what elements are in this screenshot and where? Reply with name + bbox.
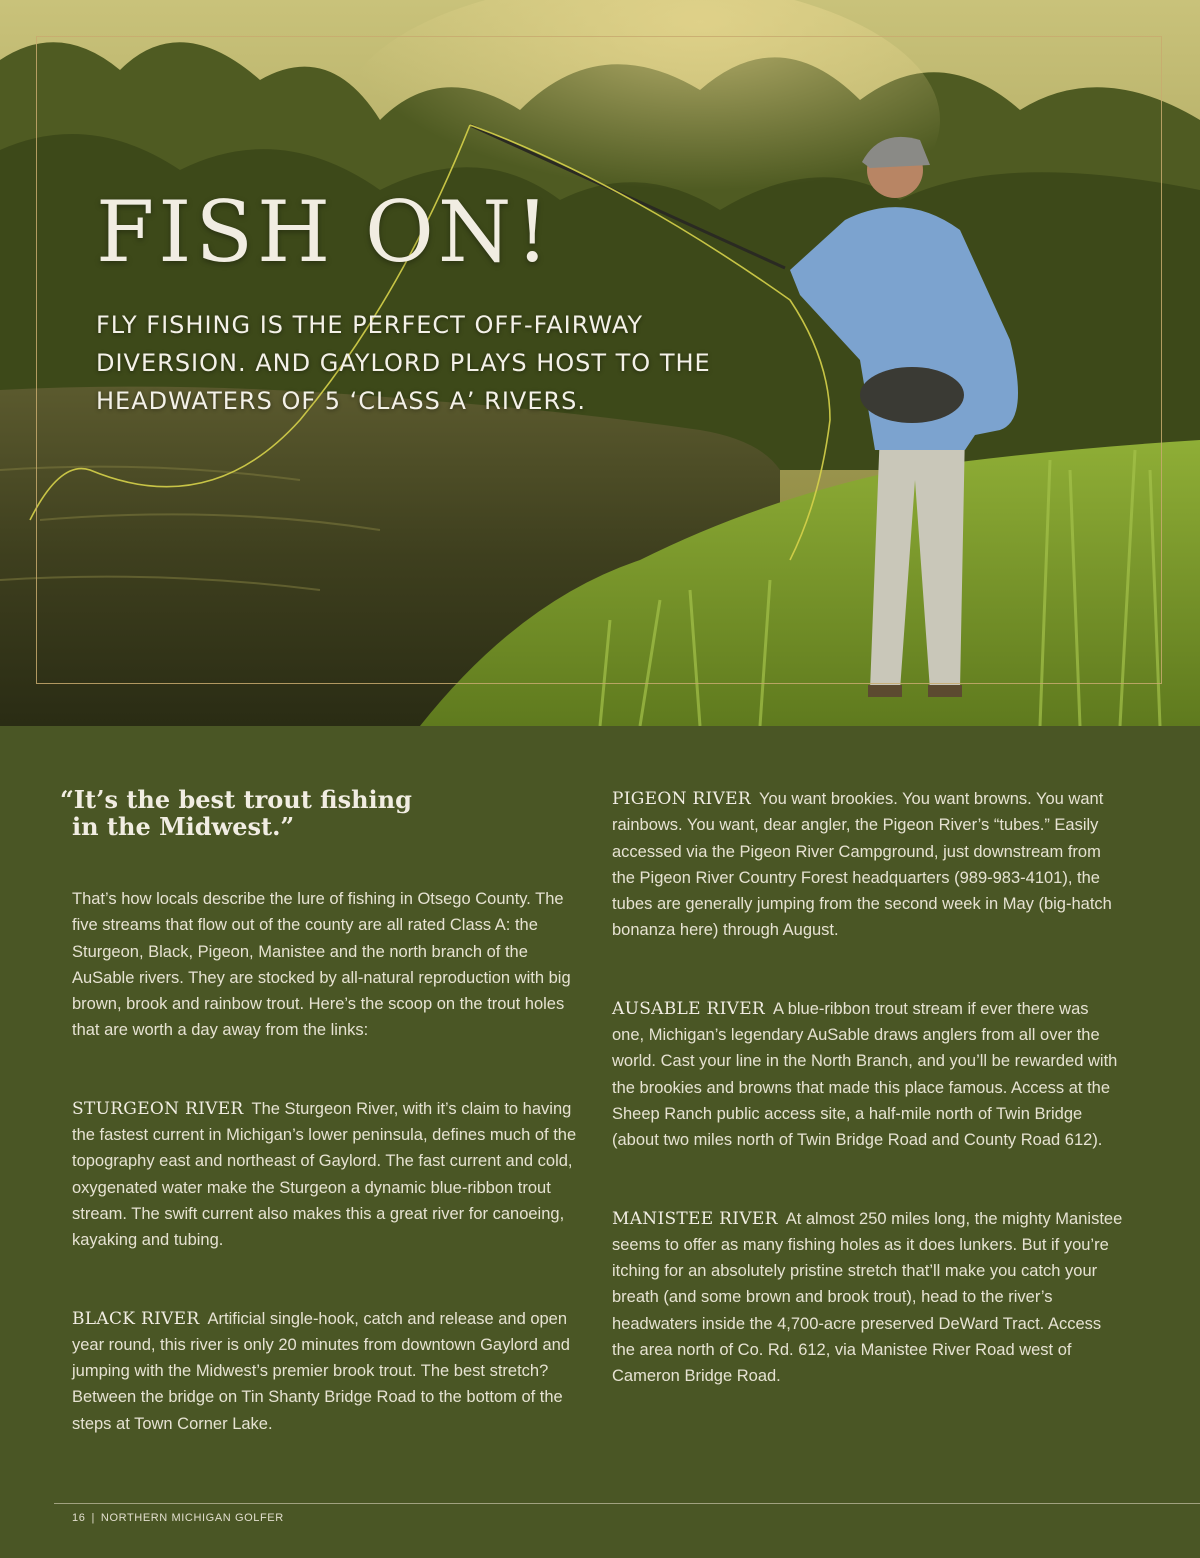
sturgeon-river-section	[72, 1096, 592, 1254]
sturgeon-river-text: The Sturgeon River, with it’s claim to having the fastest current in Michigan’s lower peninsula, defines much of the topography east and northeast of Gaylord. The fast current and cold, oxygenated water make the Sturgeon a dynamic blue-ribbon trout stream. The swift current also makes this a great river for canoeing, kayaking and tubing.	[72, 1099, 577, 1250]
manistee-river-section	[612, 1206, 1124, 1390]
footer-separator: |	[91, 1512, 95, 1524]
black-river-text: Artificial single-hook, catch and release and open year round, this river is only 20 minutes from downtown Gaylord and jumping with the Midwest’s premier brook trout. The best stretch? Between the bridge on Tin Shanty Bridge Road to the bottom of the steps at Town Corner Lake.	[72, 1309, 570, 1433]
publication-name: NORTHERN MICHIGAN GOLFER	[100, 1512, 284, 1524]
pull-quote-line-2: in the Midwest.”	[72, 812, 295, 841]
pull-quote-line-1: “It’s the best trout fishing	[60, 785, 412, 814]
page-number: 16	[72, 1512, 86, 1524]
page-subtitle: FLY FISHING IS THE PERFECT OFF-FAIRWAY DIVERSION. AND GAYLORD PLAYS HOST TO THE HEADWATERS OF 5 ‘CLASS A’ RIVERS.	[96, 311, 711, 415]
ausable-river-heading: AUSABLE RIVER	[612, 998, 766, 1019]
page-footer	[72, 1512, 290, 1524]
intro-paragraph: That’s how locals describe the lure of fishing in Otsego County. The five streams that flow out of the county are all rated Class A: the Sturgeon, Black, Pigeon, Manistee and the north branch of the AuSable rivers. They are stocked by all-natural reproduction with big brown, brook and rainbow trout. Here’s the scoop on the trout holes that are worth a day away from the links:	[72, 890, 571, 1040]
black-river-section	[72, 1306, 592, 1437]
pull-quote	[60, 786, 592, 840]
manistee-river-heading: MANISTEE RIVER	[612, 1208, 778, 1229]
manistee-river-text: At almost 250 miles long, the mighty Manistee seems to offer as many fishing holes as it does lunkers. But if you’re itching for an absolutely pristine stretch that’ll make you catch your breath (and some brown and brook trout), head to the river’s headwaters inside the 4,700-acre preserved DeWard Tract. Access the area north of Co. Rd. 612, via Manistee River Road west of Cameron Bridge Road.	[612, 1209, 1123, 1386]
sturgeon-river-heading: STURGEON RIVER	[72, 1098, 244, 1119]
pigeon-river-section	[612, 786, 1124, 944]
right-column	[612, 786, 1124, 1390]
left-column	[60, 785, 592, 1437]
ausable-river-section	[612, 996, 1124, 1154]
ausable-river-text: A blue-ribbon trout stream if ever there was one, Michigan’s legendary AuSable draws anglers from all over the world. Cast your line in the North Branch, and you’ll be rewarded with the brookies and browns that made this place famous. Access at the Sheep Ranch public access site, a half-mile north of Twin Bridge (about two miles north of Twin Bridge Road and County Road 612).	[612, 999, 1118, 1150]
hero-photo	[0, 0, 1200, 726]
black-river-heading: BLACK RIVER	[72, 1308, 200, 1329]
page-title: FISH ON!	[96, 183, 554, 281]
pigeon-river-text: You want brookies. You want browns. You want rainbows. You want, dear angler, the Pigeon River’s “tubes.” Easily accessed via the Pigeon River Campground, just downstream from the Pigeon River Country Forest headquarters (989-983-4101), the tubes are generally jumping from the second week in May (big-hatch bonanza here) through August.	[612, 790, 1112, 940]
pigeon-river-heading: PIGEON RIVER	[612, 789, 751, 809]
footer-rule	[54, 1503, 1200, 1504]
